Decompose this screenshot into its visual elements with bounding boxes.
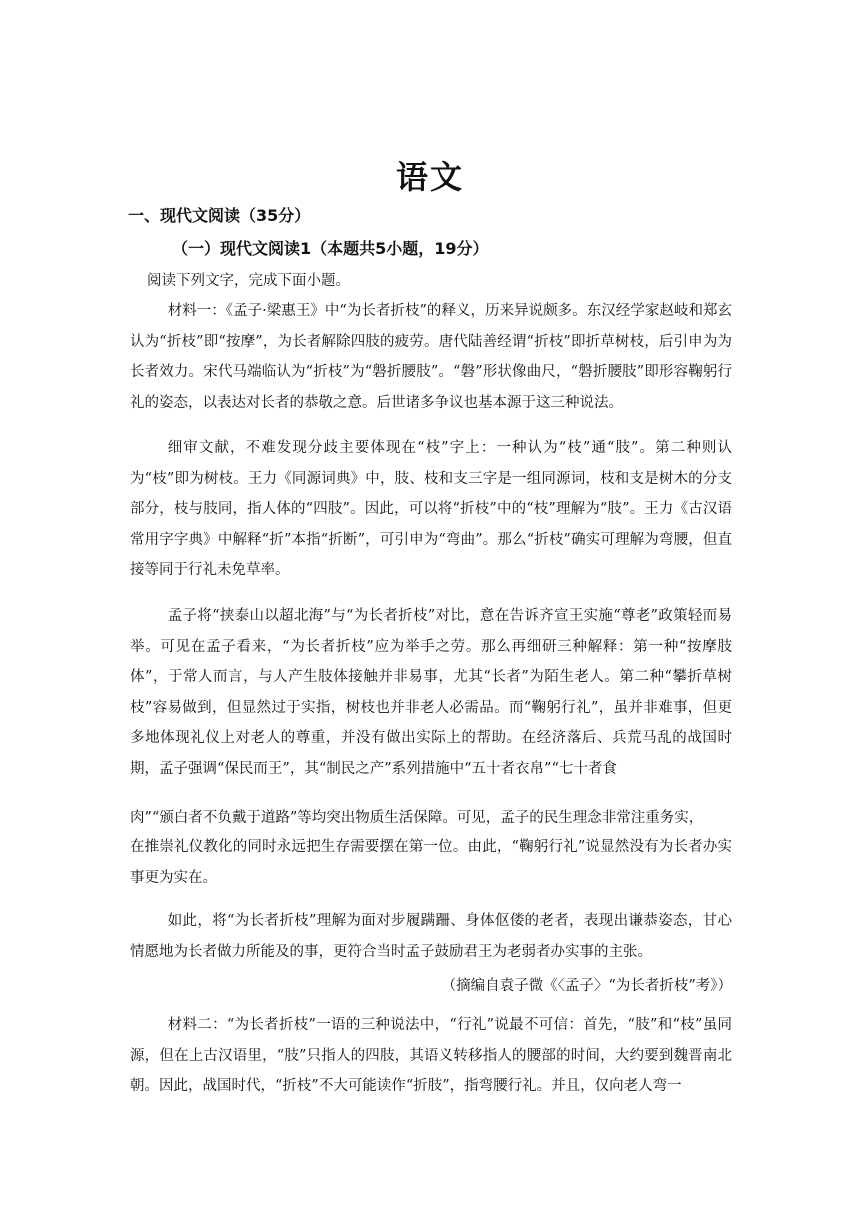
paragraph-analysis: 细审文献，不难发现分歧主要体现在“枝”字上：一种认为“枝”通“肢”。第二种则认为“枝”即为树枝。王力《同源词典》中，肢、枝和支三字是一组同源词，枝和支是树木的分支部分，枝与肢同，指人体的“四肢”。因此，可以将“折枝”中的“枝”理解为“肢”。王力《古汉语常用字字典》中解释“折”本指“折断”，可引申为“弯曲”。那么“折枝”确实可理解为弯腰，但直接等同于行礼未免草率。	[130, 440, 732, 578]
paragraph-material-two: 材料二：“为长者折枝”一语的三种说法中，“行礼”说最不可信：首先，“肢”和“枝”虽同源，但在上古汉语里，“肢”只指人的四肢，其语义转移指人的腰部的时间，大约要到魏晋南北朝。因此，战国时代，“折枝”不大可能读作“折肢”，指弯腰行礼。并且，仅向老人弯一	[130, 1017, 732, 1094]
source-citation: （摘编自袁子微《〈孟子〉“为长者折枝”考》）	[441, 978, 732, 994]
paragraph-conclusion: 如此，将“为长者折枝”理解为面对步履蹒跚、身体伛偻的老者，表现出谦恭姿态，甘心情愿地为长者做力所能及的事，更符合当时孟子鼓励君王为老弱者办实事的主张。	[130, 913, 732, 960]
instruction-text: 阅读下列文字，完成下面小题。	[147, 273, 350, 289]
paragraph-mencius-a: 孟子将“挟泰山以超北海”与“为长者折枝”对比，意在告诉齐宣王实施“尊老”政策轻而易举。可见在孟子看来，“为长者折枝”应为举手之劳。那么再细研三种解释：第一种“按摩肢体”，于常人而言，与人产生肢体接触并非易事，尤其“长者”为陌生老人。第二种“攀折草树枝”容易做到，但显然过于实指，树枝也并非老人必需品。而“鞠躬行礼”，虽并非难事，但更多地体现礼仪上对老人的尊重，并没有做出实际上的帮助。在经济落后、兵荒马乱的战国时期，孟子强调“保民而王”，其“制民之产”系列措施中“五十者衣帛”“七十者食	[130, 608, 732, 777]
page-title: 语文	[395, 158, 464, 196]
paragraph-mencius-b: 肉”“颁白者不负戴于道路”等均突出物质生活保障。可见，孟子的民生理念非常注重务实，	[130, 810, 704, 826]
paragraph-material-one: 材料一：《孟子·梁惠王》中“为长者折枝”的释义，历来异说颇多。东汉经学家赵岐和郑玄认为“折枝”即“按摩”，为长者解除四肢的疲劳。唐代陆善经谓“折枝”即折草树枝，后引申为为长者效力。宋代马端临认为“折枝”为“磐折腰肢”。“磐”形状像曲尺，“磐折腰肢”即形容鞠躬行礼的姿态，以表达对长者的恭敬之意。后世诸多争议也基本源于这三种说法。	[130, 303, 732, 411]
subsection-heading: （一）现代文阅读1（本题共5小题，19分）	[172, 239, 489, 258]
section-heading: 一、现代文阅读（35分）	[128, 206, 311, 225]
paragraph-mencius-c: 在推崇礼仪教化的同时永远把生存需要摆在第一位。由此，“鞠躬行礼”说显然没有为长者办实事更为实在。	[130, 839, 732, 886]
